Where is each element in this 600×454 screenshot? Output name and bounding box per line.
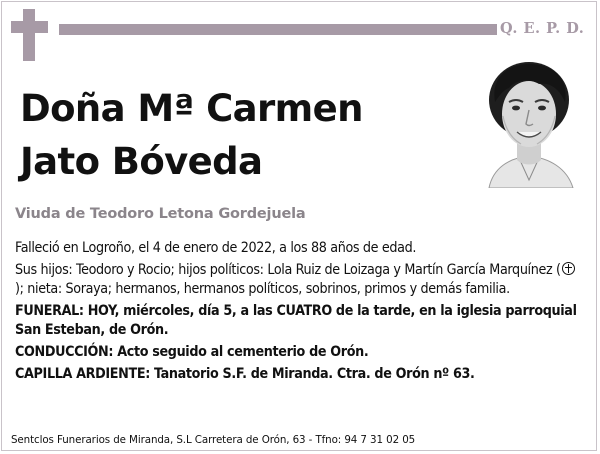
deceased-cross-icon (562, 262, 575, 275)
cross-icon-horizontal (11, 21, 48, 33)
funeral-info: FUNERAL: HOY, miércoles, día 5, a las CUATRO de la tarde, en la iglesia parroquial San Esteban, de Orón. (15, 303, 577, 338)
widow-subtitle: Viuda de Teodoro Letona Gordejuela (15, 206, 306, 222)
capilla-info: CAPILLA ARDIENTE: Tanatorio S.F. de Miranda. Ctra. de Orón nº 63. (15, 366, 475, 383)
family-paragraph (15, 261, 580, 298)
family-text-part2: ); nieta: Soraya; hermanos, hermanos políticos, sobrinos, primos y demás familia. (15, 280, 510, 297)
funeral-home-footer: Sentclos Funerarios de Miranda, S.L Carretera de Orón, 63 - Tfno: 94 7 31 02 05 (11, 434, 416, 446)
death-notice: Falleció en Logroño, el 4 de enero de 2022, a los 88 años de edad. (15, 240, 417, 256)
qepd-label: Q. E. P. D. (500, 20, 585, 37)
obituary-body (15, 239, 580, 388)
cross-icon-vertical (23, 9, 35, 61)
header-bar (59, 24, 497, 35)
deceased-name (20, 82, 470, 188)
deceased-name-line2: Jato Bóveda (20, 140, 263, 183)
family-text-part1: Sus hijos: Teodoro y Rocio; hijos políticos: Lola Ruiz de Loizaga y Martín García Marquínez ( (15, 262, 561, 279)
conduccion-info: CONDUCCIÓN: Acto seguido al cementerio de Orón. (15, 344, 369, 361)
deceased-name-line1: Doña Mª Carmen (20, 87, 363, 130)
portrait-photo (481, 58, 578, 188)
